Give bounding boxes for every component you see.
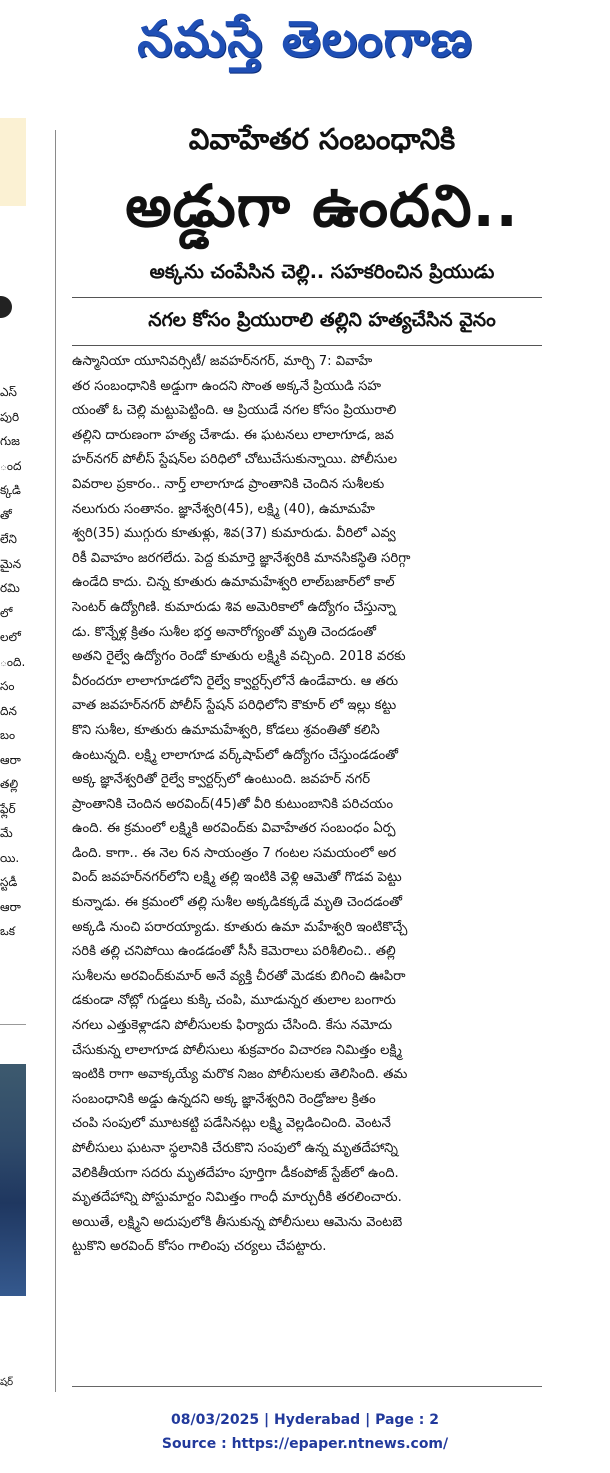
adjacent-text-fragments — [0, 380, 30, 944]
article-body-line: చేసుకున్న లాలాగూడ పోలీసులు శుక్రవారం విచారణ నిమిత్తం లక్ష్మి — [72, 1042, 402, 1058]
adjacent-fragment-line: పురి — [0, 409, 20, 424]
article-body-line: మృతదేహాన్ని పోస్టుమార్టం నిమిత్తం గాంధీ మార్చురీకి తరలించారు. — [72, 1190, 402, 1206]
article-body-line: నలుగురు సంతానం. జ్ఞానేశ్వరి(45), లక్ష్మి (40), ఉమామహే — [72, 501, 375, 517]
column-divider — [55, 130, 56, 1392]
article-body-line: వాత జవహర్‌నగర్ పోలీస్ స్టేషన్ పరిధిలోని కౌకూర్ లో ఇల్లు కట్టు — [72, 698, 397, 714]
article-body-line: అయితే, లక్ష్మిని అదుపులోకి తీసుకున్న పోలీసులు ఆమెను వెంటబె — [72, 1214, 403, 1230]
adjacent-fragment-line: సం — [0, 679, 15, 693]
subheadline-2: నగల కోసం ప్రియురాలి తల్లిని హత్యచేసిన వైనం — [148, 309, 496, 331]
article-body-line: కొని సుశీల, కూతురు ఉమామహేశ్వరి, కోడలు శ్రవంతితో కలిసి — [72, 722, 380, 738]
article-body-line: సరికి తల్లి చనిపోయి ఉండడంతో సీసీ కెమెరాలు పరిశీలించి.. తల్లి — [72, 944, 396, 960]
article-body-line: ట్టుకొని అరవింద్ కోసం గాలింపు చర్యలు చేపట్టారు. — [72, 1239, 327, 1255]
adjacent-footer-fragment: షర్ — [0, 1377, 14, 1388]
adjacent-fragment-line: ఆరా — [0, 752, 21, 767]
article-body-line: సుశీలను అరవింద్‌కుమార్ అనే వ్యక్తి చీరతో మెడకు బిగించి ఊపిరా — [72, 968, 406, 984]
article-body-line: రికీ వివాహం జరగలేదు. పెద్ద కుమార్తె జ్ఞానేశ్వరికి మానసికస్థితి సరిగ్గా — [72, 550, 411, 566]
adjacent-fragment-line: రమి — [0, 581, 20, 595]
adjacent-fragment-line: తో — [0, 507, 12, 522]
adjacent-shaded-box — [0, 118, 26, 206]
adjacent-rule — [0, 1024, 26, 1025]
article-end-rule — [72, 1386, 542, 1387]
adjacent-fragment-line: ఆరా — [0, 899, 21, 914]
article-body-line: డింది. కాగా.. ఈ నెల 6న సాయంత్రం 7 గంటల సమయంలో అర — [72, 845, 397, 861]
article-body-line: చంపి సంపులో మూటకట్టి పడేసినట్లు లక్ష్మి వెల్లడించింది. వెంటనే — [72, 1116, 391, 1132]
article-body-line: వివరాల ప్రకారం.. నార్త్ లాలాగూడ ప్రాంతానికి చెందిన సుశీలకు — [72, 476, 385, 492]
adjacent-fragment-line: ంది. — [0, 654, 26, 669]
adjacent-fragment-line: క్కడి — [0, 483, 21, 497]
article-body-line: హర్‌నగర్ పోలీస్ స్టేషన్‌ల పరిధిలో చోటుచేసుకున్నాయి. పోలీసుల — [72, 452, 398, 468]
adjacent-fragment-line: దిన — [0, 703, 17, 718]
footer-source-line: Source : https://epaper.ntnews.com/ — [161, 1436, 449, 1452]
article-body-line: తర సంబంధానికి అడ్డుగా ఉందని సొంత అక్కనే ప్రియుడి సహ — [72, 378, 382, 394]
article-body-line: అక్క జ్ఞానేశ్వరితో రైల్వే క్వార్టర్స్‌లో ఉంటుంది. జవహర్ నగర్ — [72, 772, 371, 788]
adjacent-fragment-line: మైన — [0, 556, 22, 571]
subhead-rule — [72, 297, 542, 298]
article-body-line: పోలీసులు ఘటనా స్థలానికి చేరుకొని సంపులో ఉన్న మృతదేహాన్ని — [72, 1141, 398, 1156]
adjacent-fragment-line: లలో — [0, 630, 21, 644]
article-body-line: ఉస్మానియా యూనివర్సిటీ/ జవహర్‌నగర్, మార్చి 7: వివాహే — [72, 354, 373, 369]
adjacent-fragment-line: ంద — [0, 458, 22, 473]
headline-kicker: వివాహేతర సంబంధానికి — [188, 122, 456, 156]
article-body-line: సంబంధానికి అడ్డు ఉన్నదని అక్క జ్ఞానేశ్వరిని రెండ్రోజుల క్రితం — [72, 1091, 376, 1107]
article-body-line: యంతో ఓ చెల్లి మట్టుపెట్టింది. ఆ ప్రియుడే నగల కోసం ప్రియురాలి — [72, 403, 397, 419]
article-body-line: ఇంటికి రాగా అవాక్కయ్యే మరొక నిజం పోలీసులకు తెలిసింది. తమ — [72, 1067, 408, 1083]
adjacent-fragment-line: తల్లి — [0, 777, 19, 791]
newspaper-masthead — [0, 0, 610, 90]
adjacent-fragment-line: లో — [0, 605, 13, 620]
page-footer — [0, 1408, 610, 1456]
article-body-line: డకుండా నోట్లో గుడ్డలు కుక్కి చంపి, మూడున్నర తులాల బంగారు — [72, 993, 396, 1009]
headline-main: అడ్డుగా ఉందని.. — [125, 172, 519, 240]
article-body-line: అక్కడి నుంచి పరారయ్యాడు. కూతురు ఉమా మహేశ్వరి ఇంటికొచ్చే — [72, 919, 408, 935]
subheadline-1: అక్కను చంపేసిన చెల్లి.. సహకరించిన ప్రియుడు — [149, 261, 495, 283]
adjacent-fragment-line: స్టడీ — [0, 875, 18, 889]
article-body-line: అతని రైల్వే ఉద్యోగం రెండో కూతురు లక్ష్మికి వచ్చింది. 2018 వరకు — [72, 649, 406, 665]
subhead-rule — [72, 345, 542, 346]
article-body-line: శ్వరి(35) ముగ్గురు కూతుళ్లు, శివ(37) కుమారుడు. వీరిలో ఎవ్వ — [72, 526, 396, 542]
adjacent-fragment-line: బం — [0, 728, 16, 742]
footer-date-line: 08/03/2025 | Hyderabad | Page : 2 — [170, 1412, 440, 1428]
masthead-title: నమస్తే తెలంగాణ — [137, 9, 473, 68]
article-body — [72, 350, 542, 1260]
article-body-line: వింద్ జవహర్‌నగర్‌లోని లక్ష్మి తల్లి ఇంటికి వెళ్లి ఆమెతో గొడవ పెట్టు — [72, 870, 402, 886]
article-body-line: ఉంది. ఈ క్రమంలో లక్ష్మికి అరవింద్‌కు వివాహేతర సంబంధం ఏర్ప — [72, 821, 396, 837]
adjacent-fragment-line: యి. — [0, 850, 20, 865]
article-body-line: సెంటర్ ఉద్యోగిణి. కుమారుడు శివ అమెరికాలో ఉద్యోగం చేస్తున్నా — [72, 599, 396, 615]
adjacent-fragment-line: ఫ్లేర్ — [0, 801, 16, 816]
adjacent-fragment-line: గుజ — [0, 434, 20, 448]
adjacent-fragment-line: ఎస్ — [0, 385, 17, 399]
article-body-line: తల్లిని దారుణంగా హత్య చేశాడు. ఈ ఘటనలు లాలాగూడ, జవ — [72, 427, 394, 443]
article-body-line: వీరందరూ లాలాగూడలోని రైల్వే క్వార్టర్స్‌లోనే ఉండేవారు. ఆ తరు — [72, 673, 399, 689]
article-body-line: ప్రాంతానికి చెందిన అరవింద్(45)తో వీరి కుటుంబానికి పరిచయం — [72, 796, 394, 812]
adjacent-fragment-line: లేని — [0, 532, 17, 546]
article-body-line: కున్నాడు. ఈ క్రమంలో తల్లి సుశీల అక్కడికక్కడే మృతి చెందడంతో — [72, 895, 403, 911]
adjacent-photo — [0, 1064, 26, 1296]
adjacent-bullet-mark — [0, 296, 12, 318]
article-body-line: ఉంటున్నది. లక్ష్మి లాలాగూడ వర్క్‌షాప్‌లో ఉద్యోగం చేస్తుండడంతో — [72, 747, 399, 763]
article-body-line: డు. కొన్నేళ్ల క్రితం సుశీల భర్త అనారోగ్యంతో మృతి చెందడంతో — [72, 624, 377, 640]
article-body-line: వెలికితీయగా సదరు మృతదేహం పూర్తిగా డీకంపోజ్ స్టేజ్‌లో ఉంది. — [72, 1165, 399, 1181]
adjacent-column-cropped — [0, 118, 30, 1398]
adjacent-fragment-line: ఒక — [0, 924, 16, 938]
article-body-line: నగలు ఎత్తుకెళ్లాడని పోలీసులకు ఫిర్యాదు చేసింది. కేసు నమోదు — [72, 1018, 393, 1034]
adjacent-fragment-line: మే — [0, 826, 13, 840]
article-body-line: ఉండేది కాదు. చిన్న కూతురు ఉమామహేశ్వరి లాల్‌బజార్‌లో కాల్ — [72, 575, 395, 591]
